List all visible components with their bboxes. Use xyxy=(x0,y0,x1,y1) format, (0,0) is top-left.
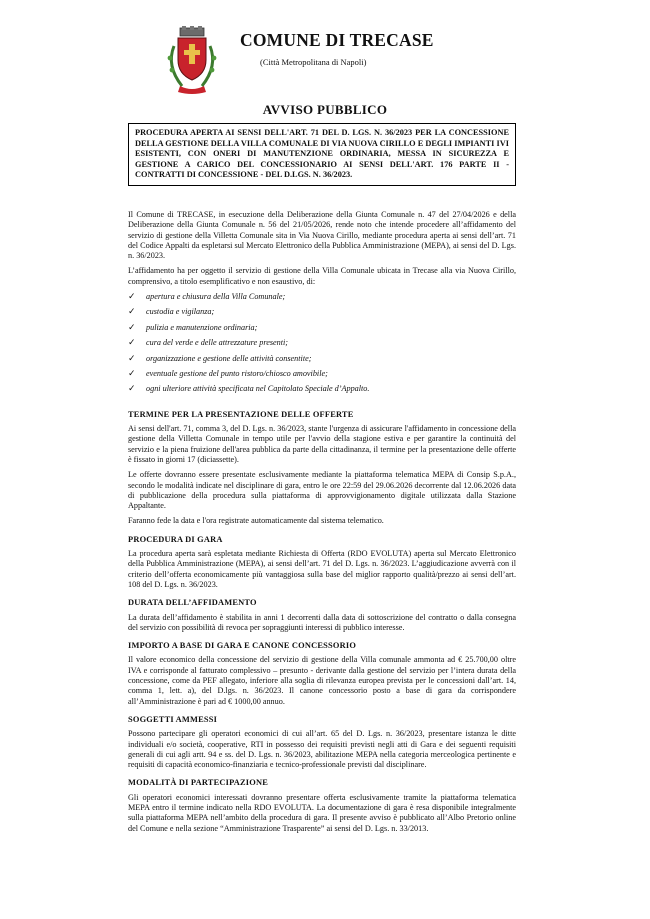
termine-paragraph-2: Le offerte dovranno essere presentate esclusivamente mediante la piattaforma telematica MEPA di Consip S.p.A., secondo le modalità indicate nel disciplinare di gara, entro le ore 22:59 del 29.06.2026 decorrente dal 12.06.2026 data di pubblicazione della procedura sulla piattaforma di approvvigionamento digitale utilizzata dalla Stazione Appaltante. xyxy=(128,470,516,511)
importo-paragraph: Il valore economico della concessione del servizio di gestione della Villa comunale ammonta ad € 25.700,00 oltre IVA e corrisponde al fatturato complessivo – presunto - derivante dalla gestione del servizio per l’intera durata della concessione, come da PEF allegato, inferiore alla soglia di rilevanza europea prevista per le concessioni dall’art. 14, comma 1, lett. a), del D.lgs. n. 36/2023. Il canone concessorio posto a base di gara da corrispondere all’Amministrazione è pari ad € 1000,00 annuo. xyxy=(128,655,516,706)
section-title-durata: DURATA DELL’AFFIDAMENTO xyxy=(128,598,257,608)
list-item: ✓ custodia e vigilanza; xyxy=(128,306,215,317)
municipality-subtitle: (Città Metropolitana di Napoli) xyxy=(260,57,367,67)
checkmark-icon: ✓ xyxy=(128,352,136,363)
services-list xyxy=(128,292,516,400)
soggetti-paragraph: Possono partecipare gli operatori economici di cui all’art. 65 del D. Lgs. n. 36/2023, presentare istanza le ditte individuali e/o società, cooperative, RTI in possesso dei requisiti previsti negli atti di Gara e dei seguenti requisiti generali di cui agli artt. 94 e ss. del D. Lgs. n. 36/2023, abilitazione MEPA nella categoria merceologica pertinente e requisiti di capacità economico-finanziaria e tecnico-professionale previsti dal disciplinare. xyxy=(128,729,516,770)
checkmark-icon: ✓ xyxy=(128,337,136,348)
notice-title: AVVISO PUBBLICO xyxy=(262,102,388,117)
durata-paragraph: La durata dell’affidamento è stabilita in anni 1 decorrenti dalla data di sottoscrizione del contratto o dalla consegna del servizio con possibilità di revoca per sopraggiunti interessi di pubblico interesse. xyxy=(128,612,516,632)
list-item: ✓ apertura e chiusura della Villa Comunale; xyxy=(128,291,286,302)
list-item: ✓ ogni ulteriore attività specificata nel Capitolato Speciale d’Appalto. xyxy=(128,383,370,394)
list-item: ✓ eventuale gestione del punto ristoro/chiosco amovibile; xyxy=(128,368,328,379)
checkmark-icon: ✓ xyxy=(128,368,136,379)
procedure-box: PROCEDURA APERTA AI SENSI DELL'ART. 71 DEL D. LGS. N. 36/2023 PER LA CONCESSIONE DELLA GESTIONE DELLA VILLA COMUNALE DI VIA NUOVA CIRILLO E DEGLI IMPIANTI IVI ESISTENTI, CON ONERI DI MANUTENZIONE ORDINARIA, MESSA IN SICUREZZA E GESTIONE A CARICO DEL CONCESSIONARIO AI SENSI DELL'ART. 176 PARTE II - CONTRATTI DI CONCESSIONE - DEL D.LGS. N. 36/2023. xyxy=(128,123,516,186)
termine-paragraph-1: Ai sensi dell'art. 71, comma 3, del D. Lgs. n. 36/2023, stante l'urgenza di assicurare l'affidamento in concessione della gestione della Villetta Comunale in tempo utile per l'avvio della stagione estiva e per garantire la continuità del servizio e la piena fruizione dell'area pubblica da parte della cittadinanza, il termine per la presentazione delle offerte è fissato in giorni 17 (diciassette). xyxy=(128,424,516,464)
checkmark-icon: ✓ xyxy=(128,383,136,394)
modalita-paragraph: Gli operatori economici interessati dovranno presentare offerta esclusivamente tramite la piattaforma telematica MEPA entro il termine indicato nella RDO EVOLUTA. La documentazione di gara è resa disponibile integralmente sulla piattaforma MEPA nell’ambito della procedura di gara. Il presente avviso è pubblicato all’Albo Pretorio online del Comune e nella sezione “Amministrazione Trasparente” ai sensi del D. Lgs. n. 33/2013. xyxy=(128,792,516,833)
list-item: ✓ organizzazione e gestione delle attività consentite; xyxy=(128,352,312,363)
intro-paragraph: Il Comune di TRECASE, in esecuzione della Deliberazione della Giunta Comunale n. 47 del 27/04/2026 e della Deliberazione della Giunta Comunale n. 56 del 21/05/2026, rende noto che intende procedere all’affidamento del servizio di gestione della Villetta Comunale sita in Via Nuova Cirillo, mediante procedura aperta ai sensi dell’art. 71 del Codice Appalti da espletarsi sul Mercato Elettronico della Pubblica Amministrazione (MEPA), ai sensi del D. Lgs. n. 36/2023. xyxy=(128,210,516,261)
section-title-procedura: PROCEDURA DI GARA xyxy=(128,534,223,544)
section-title-soggetti: SOGGETTI AMMESSI xyxy=(128,714,218,724)
section-title-modalita: MODALITÀ DI PARTECIPAZIONE xyxy=(128,778,268,788)
object-paragraph: L’affidamento ha per oggetto il servizio di gestione della Villa Comunale ubicata in Trecase alla via Nuova Cirillo, comprensivo, a titolo esemplificativo e non esaustivo, di: xyxy=(128,266,516,286)
checkmark-icon: ✓ xyxy=(128,321,136,332)
section-title-termine: TERMINE PER LA PRESENTAZIONE DELLE OFFERTE xyxy=(128,409,354,419)
municipal-crest-icon xyxy=(160,26,224,96)
procedura-paragraph: La procedura aperta sarà espletata mediante Richiesta di Offerta (RDO EVOLUTA) aperta sul Mercato Elettronico della Pubblica Amministrazione (MEPA), ai sensi dell’art. 71 del D. Lgs. n. 36/2023. L’aggiudicazione avverrà con il criterio dell’offerta economicamente più vantaggiosa sulla base del miglior rapporto qualità/prezzo ai sensi dell’art. 108 del D. Lgs. n. 36/2023. xyxy=(128,549,516,589)
list-item: ✓ pulizia e manutenzione ordinaria; xyxy=(128,321,258,332)
notice-body xyxy=(128,210,516,839)
termine-paragraph-3: Faranno fede la data e l'ora registrate automaticamente dal sistema telematico. xyxy=(128,516,384,526)
list-item: ✓ cura del verde e delle attrezzature presenti; xyxy=(128,337,289,348)
section-title-importo: IMPORTO A BASE DI GARA E CANONE CONCESSORIO xyxy=(128,641,357,651)
municipality-title: COMUNE DI TRECASE xyxy=(240,30,434,50)
checkmark-icon: ✓ xyxy=(128,291,136,302)
checkmark-icon: ✓ xyxy=(128,306,136,317)
